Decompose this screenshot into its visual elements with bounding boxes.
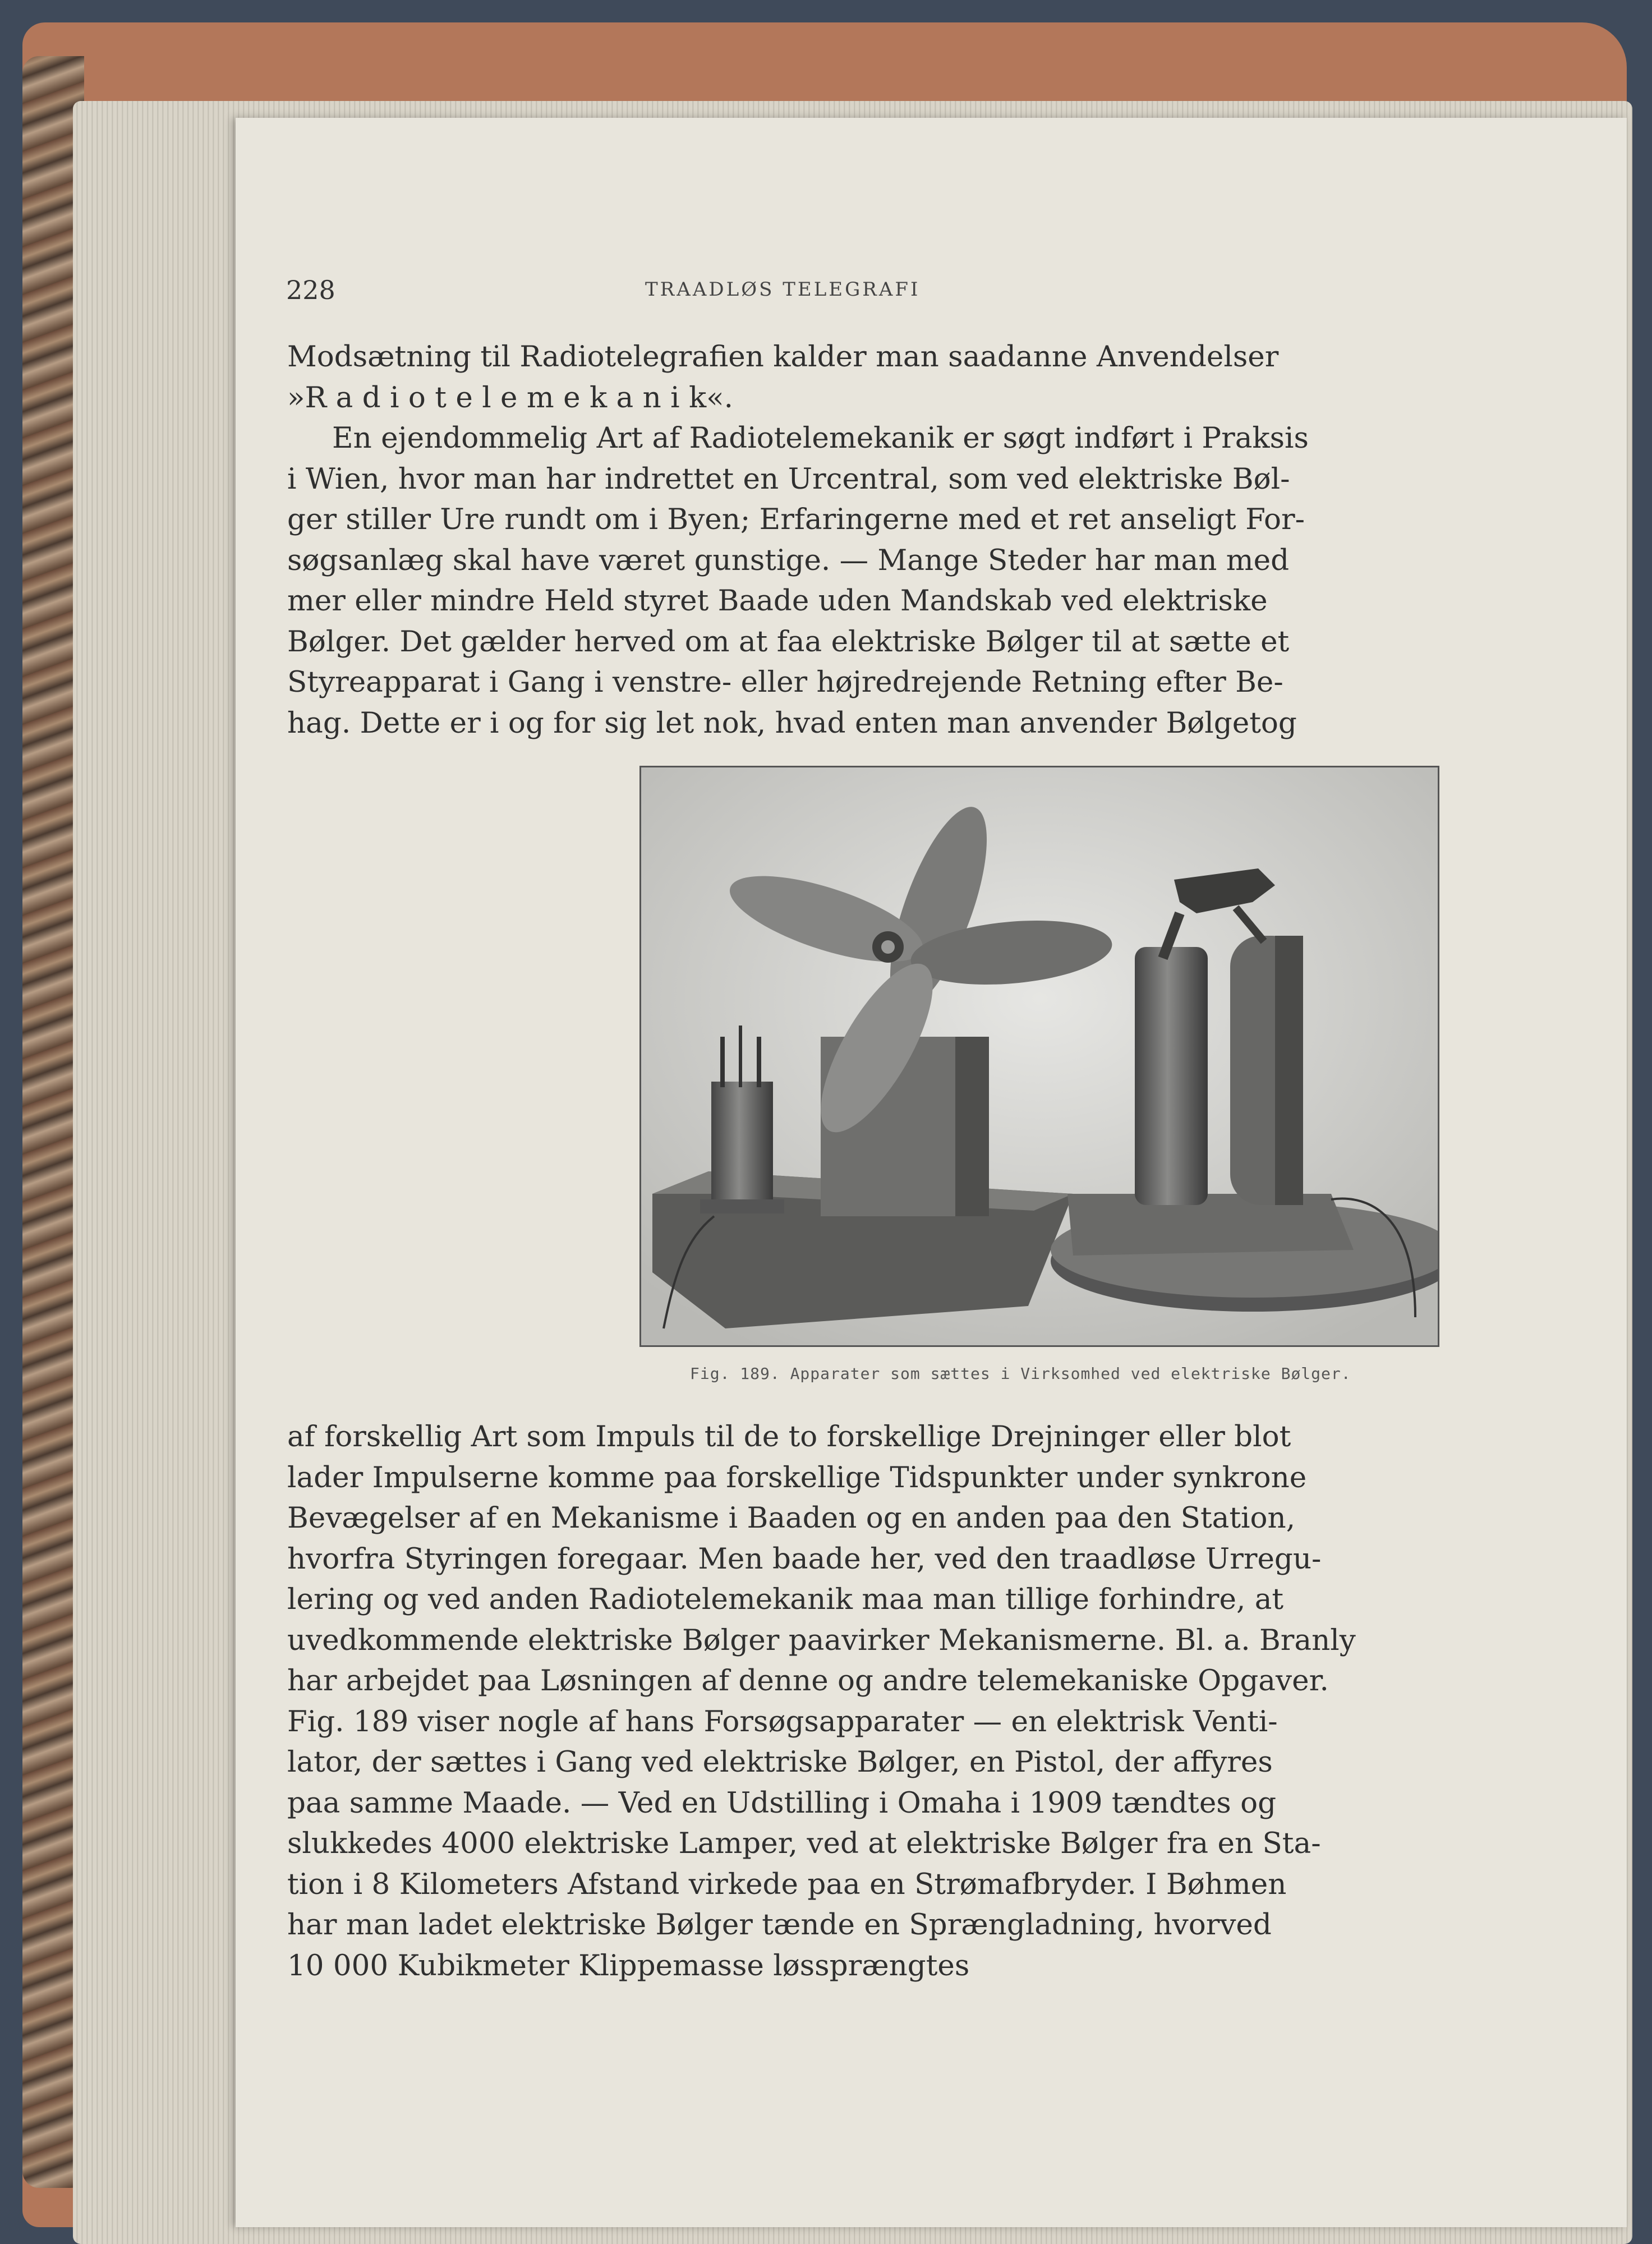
text-line: Fig. 189 viser nogle af hans Forsøgsapparater — en elektrisk Venti-	[287, 1704, 1278, 1739]
page-number: 228	[286, 275, 335, 305]
paragraph-1	[287, 337, 1279, 418]
text-line: paa samme Maade. — Ved en Udstilling i Omaha i 1909 tændtes og	[287, 1786, 1277, 1820]
figure-photograph	[639, 766, 1439, 1347]
text-line: »R a d i o t e l e m e k a n i k«.	[287, 380, 734, 415]
text-line: søgsanlæg skal have været gunstige. — Mange Steder har man med	[287, 543, 1290, 577]
text-line: i Wien, hvor man har indrettet en Urcentral, som ved elektriske Bøl-	[287, 462, 1290, 496]
text-line: af forskellig Art som Impuls til de to forskellige Drejninger eller blot	[287, 1420, 1291, 1454]
text-line: har arbejdet paa Løsningen af denne og andre telemekaniske Opgaver.	[287, 1664, 1329, 1698]
text-line: Bevægelser af en Mekanisme i Baaden og en anden paa den Station,	[287, 1501, 1296, 1535]
text-line: 10 000 Kubikmeter Klippemasse løssprængtes	[287, 1948, 970, 1983]
figure-caption: Fig. 189. Apparater som sættes i Virksomhed ved elektriske Bølger.	[690, 1364, 1351, 1383]
text-line: hag. Dette er i og for sig let nok, hvad enten man anvender Bølgetog	[287, 706, 1297, 740]
text-line: lader Impulserne komme paa forskellige Tidspunkter under synkrone	[287, 1460, 1307, 1495]
text-line: lering og ved anden Radiotelemekanik maa man tillige forhindre, at	[287, 1583, 1284, 1616]
text-line: slukkedes 4000 elektriske Lamper, ved at elektriske Bølger fra en Sta-	[287, 1827, 1321, 1860]
text-line: Bølger. Det gælder herved om at faa elektriske Bølger til at sætte et	[287, 624, 1290, 659]
apparatus-illustration	[641, 767, 1438, 1345]
text-line: Styreapparat i Gang i venstre- eller højredrejende Retning efter Be-	[287, 665, 1283, 699]
text-line: tion i 8 Kilometers Afstand virkede paa en Strømafbryder. I Bøhmen	[287, 1867, 1287, 1901]
text-line: Modsætning til Radiotelegrafien kalder man saadanne Anvendelser	[287, 340, 1279, 374]
text-line: ger stiller Ure rundt om i Byen; Erfaringerne med et ret anseligt For-	[287, 503, 1305, 536]
text-line: uvedkommende elektriske Bølger paavirker Mekanismerne. Bl. a. Branly	[287, 1623, 1356, 1657]
paragraph-3	[287, 1417, 1356, 1986]
paragraph-2	[287, 418, 1309, 743]
running-title: TRAADLØS TELEGRAFI	[645, 278, 921, 301]
page-header	[286, 275, 1184, 309]
text-line: har man ladet elektriske Bølger tænde en Sprængladning, hvorved	[287, 1908, 1272, 1942]
text-line: lator, der sættes i Gang ved elektriske Bølger, en Pistol, der affyres	[287, 1745, 1273, 1779]
text-line: mer eller mindre Held styret Baade uden Mandskab ved elektriske	[287, 584, 1268, 618]
text-line: hvorfra Styringen foregaar. Men baade her, ved den traadløse Urregu-	[287, 1542, 1322, 1576]
text-line: En ejendommelig Art af Radiotelemekanik er søgt indført i Praksis	[332, 421, 1309, 455]
